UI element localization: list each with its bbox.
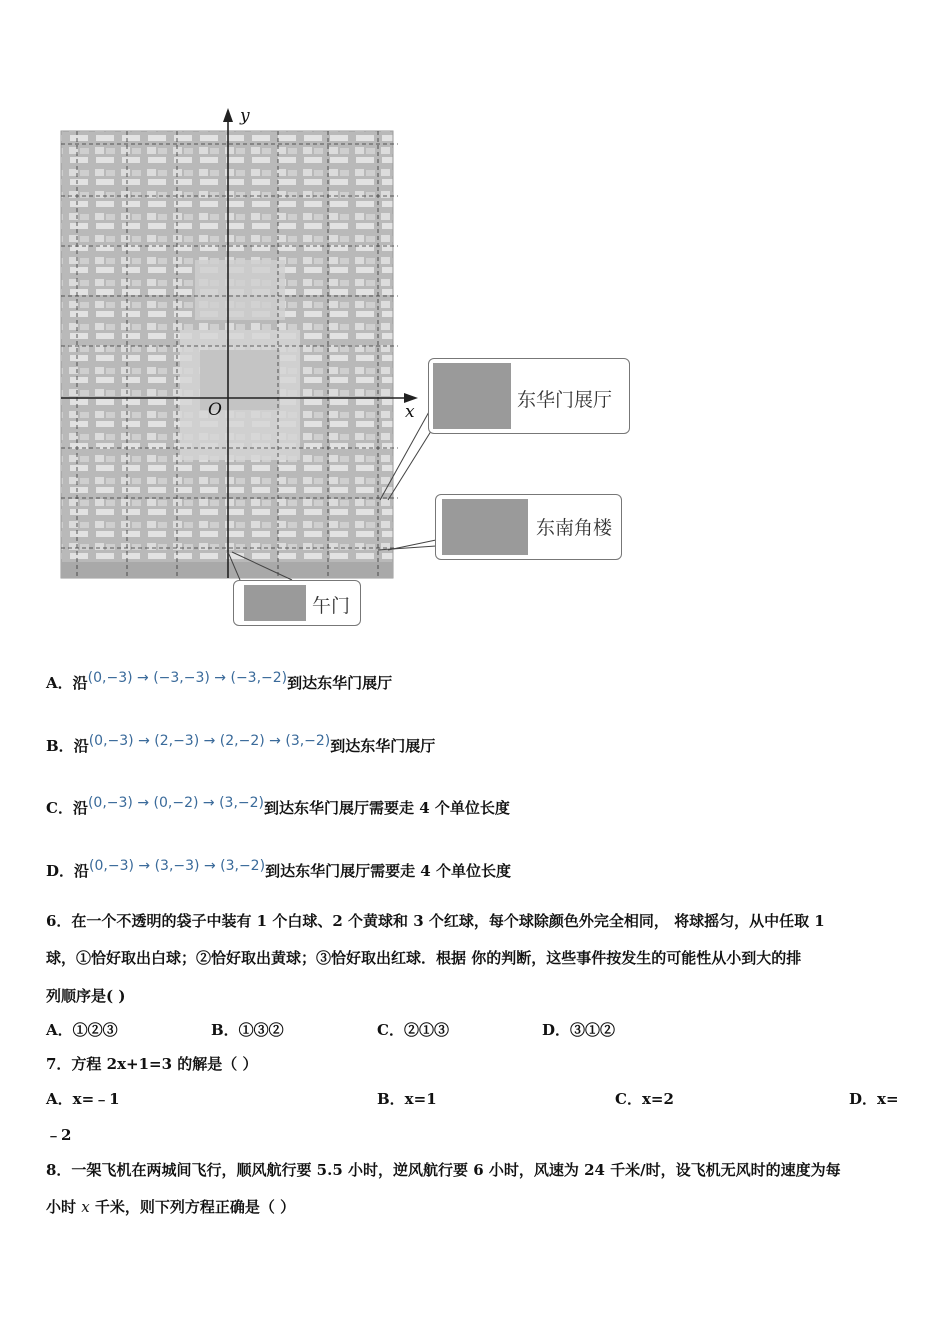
q8-line2-pre: 小时: [46, 1198, 82, 1216]
q6-option-d: D．③①②: [542, 1021, 616, 1039]
option-pre: 沿: [74, 862, 90, 880]
q8-stem-line1: 8．一架飞机在两城间飞行，顺风航行要 5.5 小时，逆风航行要 6 小时，风速为 24 千米/时，设飞机无风时的速度为每: [46, 1161, 841, 1179]
callout-east-hall: [428, 358, 630, 434]
q7-option-b: B．x=1: [377, 1090, 437, 1108]
origin-label: O: [208, 400, 222, 420]
option-letter: D．: [46, 862, 75, 880]
option-letter: C．: [46, 799, 73, 817]
southeast-tower-photo: [442, 499, 528, 555]
q8-stem-line2: [46, 1196, 295, 1217]
east-hall-label: 东华门展厅: [517, 389, 613, 411]
q6-stem-line1: 6．在一个不透明的袋子中装有 1 个白球、2 个黄球和 3 个红球，每个球除颜色外完全相同， 将球摇匀，从中任取 1: [46, 912, 825, 930]
option-pre: 沿: [73, 737, 89, 755]
option-pre: 沿: [72, 674, 88, 692]
coordinate-path: (0,−3) → (2,−3) → (2,−2) → (3,−2): [88, 733, 331, 749]
q7-option-d: D．x=: [849, 1090, 899, 1108]
q6-option-b: B．①③②: [211, 1021, 284, 1039]
q8-variable: x: [81, 1198, 90, 1216]
map-figure: [40, 100, 660, 640]
meridian-gate-photo: [244, 585, 306, 621]
option-letter: A．: [46, 674, 73, 692]
coordinate-path: (0,−3) → (0,−2) → (3,−2): [87, 795, 264, 811]
q7-stem: 7．方程 2x+1=3 的解是（ ）: [46, 1055, 258, 1073]
y-axis-arrow: [223, 108, 233, 122]
coordinate-path: (0,−3) → (−3,−3) → (−3,−2): [87, 670, 288, 686]
option-post: 到达东华门展厅需要走 4 个单位长度: [265, 862, 511, 880]
east-hall-photo: [433, 363, 511, 429]
meridian-gate-label: 午门: [312, 595, 351, 617]
callout-meridian-gate: [233, 580, 361, 626]
q5-option-b: [46, 735, 435, 756]
q5-option-a: [46, 672, 392, 693]
option-post: 到达东华门展厅: [287, 674, 393, 692]
option-letter: B．: [46, 737, 74, 755]
q6-option-c: C．②①③: [377, 1021, 449, 1039]
q5-option-d: [46, 860, 511, 881]
q7-option-d-wrap: ﹣2: [46, 1126, 72, 1144]
q6-stem-line2: 球，①恰好取出白球；②恰好取出黄球；③恰好取出红球．根据 你的判断，这些事件按发生的可能性从小到大的排: [46, 949, 802, 967]
q5-option-c: [46, 797, 510, 818]
q6-stem-line3: 列顺序是( ): [46, 987, 126, 1005]
x-axis-label: x: [405, 402, 415, 422]
q8-line2-post: 千米，则下列方程正确是（ ）: [89, 1198, 296, 1216]
option-pre: 沿: [72, 799, 88, 817]
q7-option-c: C．x=2: [615, 1090, 674, 1108]
option-post: 到达东华门展厅: [330, 737, 436, 755]
option-post: 到达东华门展厅需要走 4 个单位长度: [264, 799, 510, 817]
y-axis-label: y: [240, 106, 250, 126]
callout-southeast-tower: [435, 494, 622, 560]
q7-option-a: A．x=﹣1: [46, 1090, 120, 1108]
coordinate-path: (0,−3) → (3,−3) → (3,−2): [89, 858, 266, 874]
southeast-tower-label: 东南角楼: [536, 517, 613, 539]
q6-option-a: A．①②③: [46, 1021, 118, 1039]
